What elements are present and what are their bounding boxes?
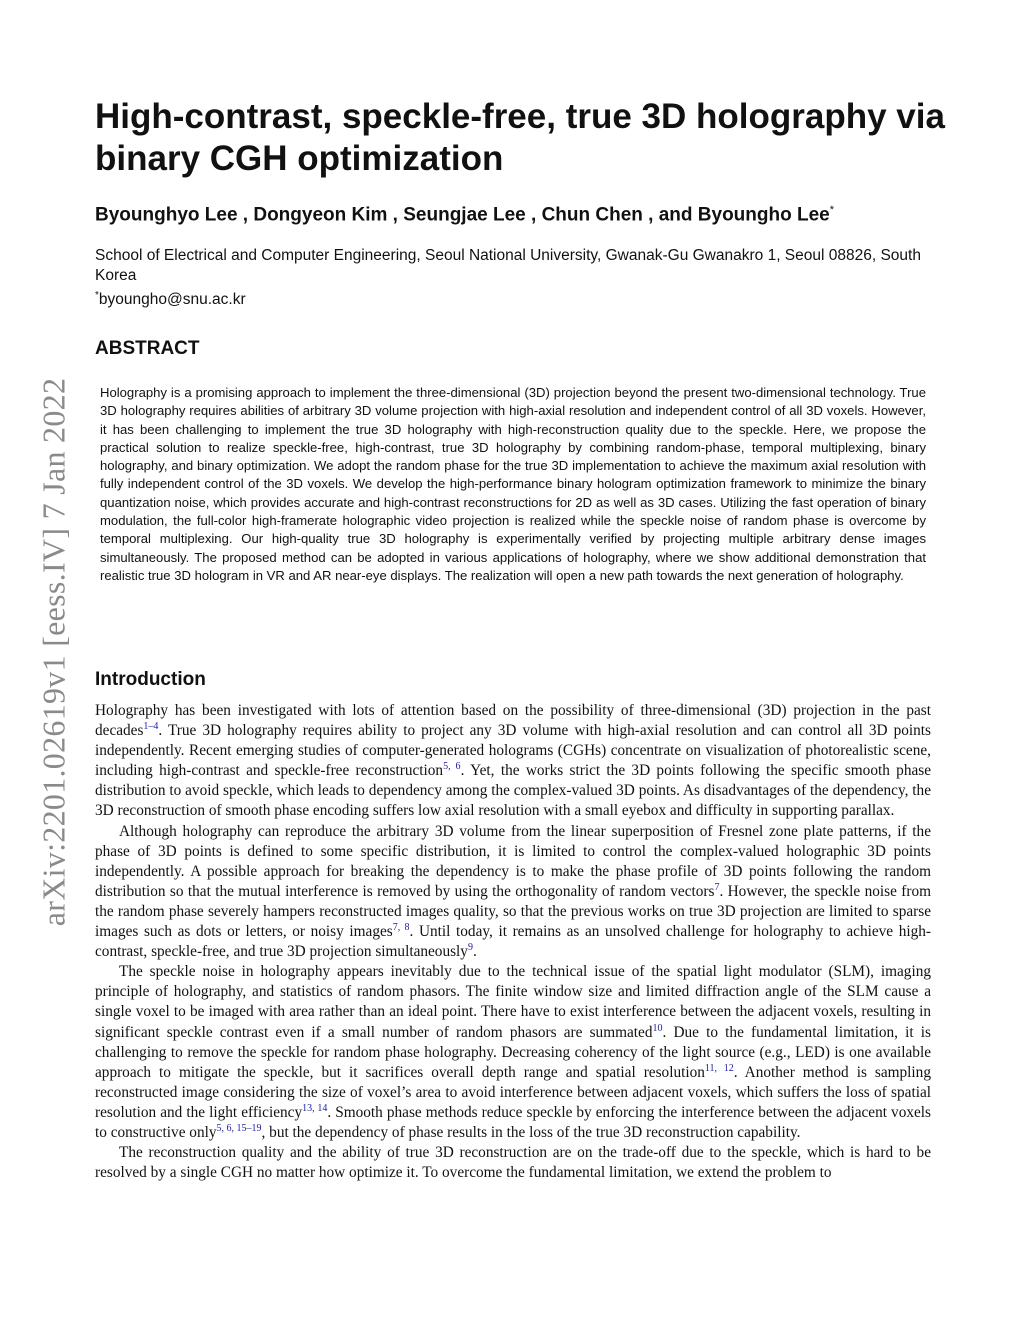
citation-link[interactable]: 9 [467,942,473,954]
intro-paragraph-1 [95,701,931,822]
intro-paragraph-4 [95,1143,931,1183]
text-run: , but the dependency of phase results in the loss of the true 3D reconstruction capability. [261,1123,801,1141]
text-run: . Smooth phase methods reduce speckle by enforcing the interference between the adjacent voxels to constructive only [95,1103,931,1141]
text-run: . Yet, the works strict the 3D points following the specific smooth phase distribution to avoid speckle, which leads to dependency among the complex-valued 3D points. As disadvantages of the dependency, the 3D reconstruction of smooth phase encoding suffers low axial resolution with a small eyebox and difficulty in supporting parallax. [95,762,932,820]
text-run: . Due to the fundamental limitation, it is challenging to remove the speckle for random phase holography. Decreasing coherency of the light source (e.g., LED) is one available approach to mitigate the speckle, but it sacrifices overall depth range and spatial resolution [95,1023,931,1081]
citation-link[interactable]: 7 [714,881,720,893]
author-list [95,198,945,227]
text-run: Although holography can reproduce the arbitrary 3D volume from the linear superposition of Fresnel zone plate patterns, if the phase of 3D points is defined to some specific distribution, it is limited to control the complex-valued holographic 3D points independently. A possible approach for breaking the dependency is to make the phase profile of 3D points following the random distribution so that the mutual interference is removed by using the orthogonality of random vectors [95,822,931,900]
text-run: . However, the speckle noise from the random phase severely hampers reconstructed images quality, so that the previous works on true 3D projection are limited to sparse images such as dots or letters, or noisy images [95,882,931,941]
email-marker: * [95,290,99,301]
text-run: . Another method is sampling reconstructed image considering the size of voxel’s area to avoid interference between adjacent voxels, which suffers the loss of spatial resolution and the light efficiency [95,1063,931,1121]
affiliation: School of Electrical and Computer Engineering, Seoul National University, Gwanak-Gu Gwanakro 1, Seoul 08826, South Korea [95,247,921,284]
citation-link[interactable]: 10 [652,1022,663,1034]
text-run: The reconstruction quality and the ability of true 3D reconstruction are on the trade-off due to the speckle, which is hard to be resolved by a single CGH no matter how optimize it. To overcome the fundamental limitation, we extend the problem to [95,1144,931,1182]
citation-link[interactable]: 11, 12 [704,1062,734,1074]
arxiv-identifier-stamp[interactable]: arXiv:2201.02619v1 [eess.IV] 7 Jan 2022 [35,377,72,927]
citation-link[interactable]: 5, 6, 15–19 [216,1122,262,1134]
intro-paragraph-2 [95,822,931,963]
introduction-heading: Introduction [95,669,206,690]
corresponding-email [95,286,945,310]
abstract-heading: ABSTRACT [95,338,200,359]
introduction-body [95,701,931,1183]
abstract-text: Holography is a promising approach to implement the three-dimensional (3D) projection beyond the present two-dimensional technology. True 3D holography requires abilities of arbitrary 3D volume projection with high-axial resolution and independent control of all 3D voxels. However, it has been challenging to implement the true 3D holography with high-reconstruction quality due to the speckle. Here, we propose the practical solution to realize speckle-free, high-contrast, true 3D holography by combining random-phase, temporal multiplexing, binary holography, and binary optimization. We adopt the random phase for the true 3D implementation to achieve the maximum axial resolution with fully independent control of the 3D voxels. We develop the high-performance binary hologram optimization framework to minimize the binary quantization noise, which provides accurate and high-contrast reconstructions for 2D as well as 3D cases. Utilizing the fast operation of binary modulation, the full-color high-framerate holographic video projection is realized while the speckle noise of random phase is overcome by temporal multiplexing. Our high-quality true 3D holography is experimentally verified by projecting multiple arbitrary dense images simultaneously. The proposed method can be adopted in various applications of holography, where we show additional demonstration that realistic true 3D hologram in VR and AR near-eye displays. The realization will open a new path towards the next generation of holography. [100,385,926,583]
citation-link[interactable]: 1–4 [143,721,159,733]
paper-title: High-contrast, speckle-free, true 3D holography via binary CGH optimization [95,97,945,178]
text-run: The speckle noise in holography appears inevitably due to the technical issue of the spatial light modulator (SLM), imaging principle of holography, and statistics of random phasors. The finite window size and limited diffraction angle of the SLM cause a single voxel to be imaged with area rather than an ideal point. There have to exist interference between the adjacent voxels, resulting in significant speckle contrast even if a small number of random phasors are summated [95,963,931,1041]
text-run: . Until today, it remains as an unsolved challenge for holography to achieve high-contrast, speckle-free, and true 3D projection simultaneously [95,923,931,961]
intro-paragraph-3 [95,962,931,1143]
text-run: Holography has been investigated with lots of attention based on the possibility of three-dimensional (3D) projection in the past decades [95,702,931,740]
citation-link[interactable]: 5, 6 [443,761,461,773]
text-run: . True 3D holography requires ability to project any 3D volume with high-axial resolution and can control all 3D points independently. Recent emerging studies of computer-generated holograms (CGHs) concentrate on visualization of photorealistic scene, including high-contrast and speckle-free reconstruction [95,722,931,780]
citation-link[interactable]: 13, 14 [302,1102,328,1114]
author-names: Byounghyo Lee , Dongyeon Kim , Seungjae Lee , Chun Chen , and Byoungho Lee [95,204,830,226]
text-run: . [472,943,477,961]
email-address[interactable]: byoungho@snu.ac.kr [98,291,246,309]
corresponding-author-marker: * [829,204,835,216]
citation-link[interactable]: 7, 8 [392,922,410,934]
